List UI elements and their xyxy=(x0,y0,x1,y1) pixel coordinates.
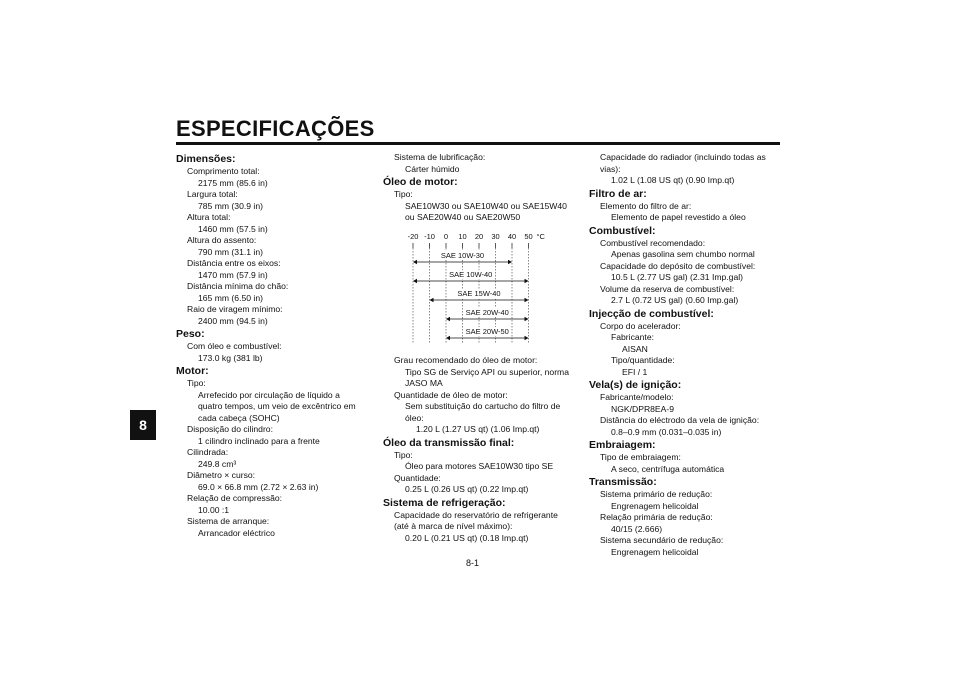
spec-value: 1.02 L (1.08 US qt) (0.90 Imp.qt) xyxy=(611,175,735,185)
viscosity-band-label: SAE 10W-40 xyxy=(449,269,493,279)
temperature-tick-label: 20 xyxy=(474,231,484,241)
spec-label: Relação de compressão: xyxy=(187,493,283,503)
spec-value: quatro tempos, um veio de excêntrico em xyxy=(198,401,356,411)
engine-oil-heading: Óleo de motor: xyxy=(383,176,458,188)
spec-value: 165 mm (6.50 in) xyxy=(198,292,263,303)
spec-value: 249.8 cm³ xyxy=(198,458,237,469)
cooling-system-heading: Sistema de refrigeração: xyxy=(383,496,506,509)
viscosity-band-label: SAE 20W-40 xyxy=(465,307,509,317)
temperature-tick-label: 40 xyxy=(507,231,517,241)
spec-label: (até à marca de nível máximo): xyxy=(394,521,513,531)
spec-value: cada cabeça (SOHC) xyxy=(198,412,280,423)
spec-label: Volume da reserva de combustível: xyxy=(600,283,735,294)
band-arrow-right xyxy=(508,259,512,263)
spec-value: 0.20 L (0.21 US qt) (0.18 Imp.qt) xyxy=(405,532,529,543)
spec-label: Distância do eléctrodo da vela de ignição: xyxy=(600,415,760,425)
spec-value: 1460 mm (57.5 in) xyxy=(198,223,268,234)
title-rule xyxy=(176,142,780,145)
band-arrow-left xyxy=(446,316,450,320)
spec-value: 1 cilindro inclinado para a frente xyxy=(198,435,320,446)
spec-value: Engrenagem helicoidal xyxy=(611,500,699,511)
dimensions-heading: Dimensões: xyxy=(176,153,236,165)
spec-label: Tipo/quantidade: xyxy=(611,355,675,365)
spec-value: Arrancador eléctrico xyxy=(198,527,275,538)
viscosity-band-label: SAE 20W-50 xyxy=(465,326,509,336)
transmission-heading: Transmissão: xyxy=(589,476,657,488)
spec-value: AISAN xyxy=(622,343,648,354)
band-arrow-left xyxy=(413,278,417,282)
spec-value: 10.00 :1 xyxy=(198,504,230,515)
spec-value: Apenas gasolina sem chumbo normal xyxy=(611,249,755,259)
temperature-tick-label: 50 xyxy=(524,231,533,241)
spec-label: Altura total: xyxy=(187,212,231,222)
band-arrow-right xyxy=(525,297,529,301)
temperature-tick-label: 10 xyxy=(458,231,467,241)
spec-label: Diâmetro × curso: xyxy=(187,470,256,480)
spec-value: NGK/DPR8EA-9 xyxy=(611,403,675,414)
spec-value: ou SAE20W40 ou SAE20W50 xyxy=(405,212,521,222)
spec-value: A seco, centrífuga automática xyxy=(611,463,725,474)
oil-viscosity-chart xyxy=(405,230,555,350)
spec-value: Sem substituição do cartucho do filtro de xyxy=(405,401,561,411)
spec-label: Sistema de arranque: xyxy=(187,516,270,526)
band-arrow-left xyxy=(446,335,450,339)
spec-label: Raio de viragem mínimo: xyxy=(187,304,283,314)
spec-label: Largura total: xyxy=(187,189,238,199)
band-arrow-left xyxy=(430,297,434,301)
chapter-tab: 8 xyxy=(130,410,156,440)
spec-column-1 xyxy=(176,152,376,539)
band-arrow-right xyxy=(525,316,529,320)
spec-label: Quantidade: xyxy=(394,472,441,483)
spec-label: Cilindrada: xyxy=(187,447,229,457)
spec-value: JASO MA xyxy=(405,378,443,388)
spec-value: 0.8–0.9 mm (0.031–0.035 in) xyxy=(611,426,722,437)
spec-label: Elemento do filtro de ar: xyxy=(600,200,692,211)
temperature-tick-label: -20 xyxy=(407,231,419,241)
spec-label: Fabricante: xyxy=(611,332,654,342)
spec-value: EFI / 1 xyxy=(622,366,648,377)
spec-value: 10.5 L (2.77 US gal) (2.31 Imp.gal) xyxy=(611,272,743,282)
viscosity-band-label: SAE 10W-30 xyxy=(440,250,485,260)
spec-label: Capacidade do reservatório de refrigerante xyxy=(394,509,558,520)
fuel-heading: Combustível: xyxy=(589,224,656,237)
temperature-unit-label: °C xyxy=(536,231,545,241)
spec-value: Tipo SG de Serviço API ou superior, norma xyxy=(405,366,569,377)
air-filter-heading: Filtro de ar: xyxy=(589,187,647,200)
spec-label: Quantidade de óleo de motor: xyxy=(394,389,508,400)
spec-label: Sistema primário de redução: xyxy=(600,489,713,499)
spec-label: Fabricante/modelo: xyxy=(600,392,674,402)
spec-label: Capacidade do depósito de combustível: xyxy=(600,260,756,271)
spark-plug-heading: Vela(s) de ignição: xyxy=(589,379,682,391)
spec-value: Elemento de papel revestido a óleo xyxy=(611,212,746,222)
spec-value: 69.0 × 66.8 mm (2.72 × 2.63 in) xyxy=(198,481,319,492)
spec-value: 40/15 (2.666) xyxy=(611,523,663,534)
spec-label: Combustível recomendado: xyxy=(600,237,706,248)
page-number: 8-1 xyxy=(466,558,480,568)
spec-value: 2175 mm (85.6 in) xyxy=(198,177,268,188)
spec-label: Tipo de embraiagem: xyxy=(600,452,681,462)
spec-value: Óleo para motores SAE10W30 tipo SE xyxy=(405,461,554,471)
spec-value: 2.7 L (0.72 US gal) (0.60 Imp.gal) xyxy=(611,295,739,305)
spec-label: Corpo do acelerador: xyxy=(600,320,681,331)
band-arrow-right xyxy=(525,278,529,282)
spec-column-3 xyxy=(589,152,789,558)
final-transmission-oil-heading: Óleo da transmissão final: xyxy=(383,436,515,449)
spec-value: Cárter húmido xyxy=(405,163,460,174)
weight-heading: Peso: xyxy=(176,328,205,340)
temperature-tick-label: 0 xyxy=(443,231,449,241)
spec-label: Sistema de lubrificação: xyxy=(394,152,486,162)
spec-label: vias): xyxy=(600,163,621,174)
spec-value: Engrenagem helicoidal xyxy=(611,546,699,557)
spec-label: Sistema secundário de redução: xyxy=(600,535,724,545)
spec-label: Altura do assento: xyxy=(187,235,257,245)
band-arrow-left xyxy=(413,259,417,263)
spec-value: 2400 mm (94.5 in) xyxy=(198,315,268,326)
spec-value: óleo: xyxy=(405,412,424,423)
spec-label: Tipo: xyxy=(394,189,413,199)
spec-label: Relação primária de redução: xyxy=(600,512,713,522)
engine-heading: Motor: xyxy=(176,365,209,377)
spec-label: Tipo: xyxy=(394,449,413,460)
clutch-heading: Embraiagem: xyxy=(589,439,656,451)
spec-value: Arrefecido por circulação de líquido a xyxy=(198,389,340,400)
spec-label: Comprimento total: xyxy=(187,166,260,176)
spec-value: SAE10W30 ou SAE10W40 ou SAE15W40 xyxy=(405,200,567,211)
spec-label: Disposição do cilindro: xyxy=(187,424,273,434)
fuel-injection-heading: Injecção de combustível: xyxy=(589,307,714,320)
band-arrow-right xyxy=(525,335,529,339)
spec-label: Capacidade do radiador (incluindo todas as xyxy=(600,152,766,162)
spec-value: 785 mm (30.9 in) xyxy=(198,200,263,211)
spec-label: Com óleo e combustível: xyxy=(187,341,282,351)
spec-value: 0.25 L (0.26 US qt) (0.22 Imp.qt) xyxy=(405,484,529,494)
spec-value: 790 mm (31.1 in) xyxy=(198,246,263,257)
spec-value: 1470 mm (57.9 in) xyxy=(198,269,268,280)
spec-value: 1.20 L (1.27 US qt) (1.06 Imp.qt) xyxy=(416,424,540,434)
spec-label: Distância mínima do chão: xyxy=(187,281,289,291)
viscosity-band-label: SAE 15W-40 xyxy=(457,288,501,298)
spec-label: Distância entre os eixos: xyxy=(187,258,281,268)
spec-label: Tipo: xyxy=(187,378,206,388)
page-title: ESPECIFICAÇÕES xyxy=(176,116,375,141)
spec-value: 173.0 kg (381 lb) xyxy=(198,352,263,363)
spec-column-2 xyxy=(383,152,583,544)
temperature-tick-label: 30 xyxy=(491,231,500,241)
temperature-tick-label: -10 xyxy=(424,231,435,241)
spec-label: Grau recomendado do óleo de motor: xyxy=(394,355,538,365)
